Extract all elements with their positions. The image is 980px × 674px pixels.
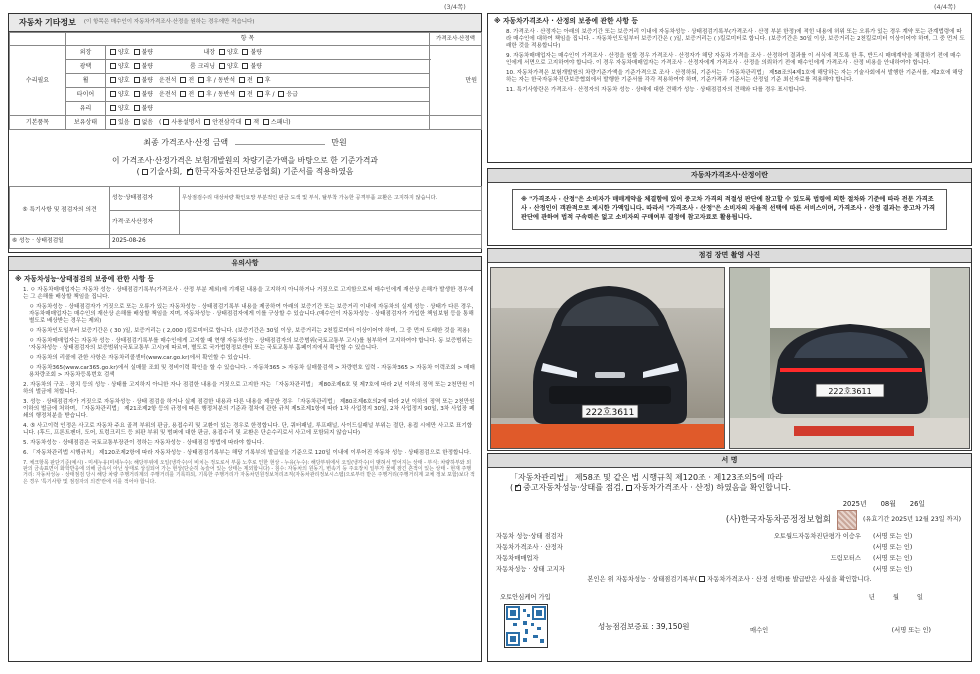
- checkbox[interactable]: [204, 119, 210, 125]
- other-info-title: 자동차 기타정보: [19, 17, 76, 27]
- checkbox[interactable]: [110, 105, 116, 111]
- sign-date2: 년 월 일: [868, 594, 923, 601]
- org-seal-icon: [837, 510, 857, 530]
- checkbox[interactable]: [257, 77, 263, 83]
- right-list: [494, 29, 965, 94]
- checkbox[interactable]: [180, 77, 186, 83]
- notice-item: 4. ⑤ 사고이력 인정은 사고로 자동차 주요 골격 부위의 판금, 용접수리 및 교환이 있는 경우로 한정합니다. 단, 쿼터패널, 루프패널, 사이드실패널 부위는 절단, 용접 시에만 사고로 표기합니다. (후드, 프론트펜더, 도어, 트렁크리드 등 외판 부위 및 범퍼에 대한 판금, 용접수리 및 교환은 단순수리로서 사고에 포함되지 않습니다): [23, 422, 473, 436]
- repair-item-gloss: 광택: [66, 60, 106, 74]
- checkbox[interactable]: [263, 119, 269, 125]
- sign-date-row: 2025년 08월 26일: [842, 499, 925, 508]
- opinion-label: ⑤ 특기사항 및 점검자의 의견: [10, 187, 110, 235]
- buyer-label: 매수인: [750, 627, 769, 634]
- opinion-inspector-label: 성능·상태점검자: [110, 187, 180, 211]
- repair-row-glass: 양호 불량: [106, 102, 430, 116]
- opinion-table: [9, 186, 482, 249]
- basic-items-sub: 보유상태: [66, 116, 106, 130]
- notice-band: 유의사항: [9, 257, 481, 271]
- repair-item-tire: 타이어: [66, 88, 106, 102]
- notice-item: 1. ㅇ 자동차매매업자는 자동차 성능 · 상태점검기록부(가격조사 · 산정 부분 제외)에 기재된 내용을 고지하지 아니하거나 거짓으로 고지함으로써 매수인에게 재산상 손해가 발생한 경우에는 그 손해를 배상할 책임을 집니다.: [23, 287, 474, 301]
- notice-item: ㅇ 자동차성능 · 상태점검자가 거짓으로 또는 오류가 있는 자동차성능 · 상태점검기록부 내용을 제공하여 아래의 보증기간 또는 보증거리 이내에 자동차의 실제 성능 · 상태가 다른 경우, 자동차매매업자는 매수인의 재산상 손해를 배상할 책임을 지며, 자동차성능 · 상태점검자에게 이를 구상할 수 있습니다.(매수인이 자동차성능 · 상태점검자가 가입한 책임보험 등을 통해 별도로 배상받는 경우는 제외): [29, 304, 474, 325]
- other-info-header: [9, 14, 481, 32]
- repair-table: [9, 32, 482, 130]
- checkbox-tech-society[interactable]: [142, 169, 148, 175]
- front-car-icon: [491, 268, 725, 449]
- sign-row: 자동차가격조사 · 산정자 (서명 또는 인): [496, 543, 913, 551]
- sign-receipt: 본인은 위 자동차성능 · 상태점검기록부( 자동차가격조사 · 산정 선택)를 발급받은 사실을 확인합니다.: [587, 576, 872, 584]
- opinion-price-text: [180, 211, 482, 235]
- repair-item-wheel: 휠: [66, 74, 106, 88]
- checkbox[interactable]: [219, 49, 225, 55]
- notice-item: 6. 「자동차관리법 시행규칙」 제120조제2항에 따라 자동차성능 · 상태점검기록부는 해당 기록부의 발급일을 기준으로 120일 이내에 이루어진 자동차 성능 · 상태점검으로 한정합니다.: [23, 449, 471, 456]
- sign-row: 자동차매매업자 드림모터스 (서명 또는 인): [496, 554, 913, 562]
- notice-item: 5. 자동차성능 · 상태점검은 국토교통부장관이 정하는 자동차성능 · 상태점검 방법에 따라야 합니다.: [23, 439, 264, 446]
- repair-row-wheel: 양호 불량 운전석 전 후 / 동반석 전 후: [106, 74, 430, 88]
- final-price-field[interactable]: [235, 144, 325, 145]
- repair-row-gloss: 양호 불량 룸 크리닝 양호 불량: [106, 60, 430, 74]
- checkbox[interactable]: [219, 63, 225, 69]
- basis-line1: 이 가격조사·산정가격은 보험개발원의 차량기준가액을 바탕으로 한 기준가격과: [112, 156, 378, 165]
- repair-item-exterior: 외장: [66, 46, 106, 60]
- notice-item: ㅇ 자동차인도일부터 보증기간은 ( 30 )일, 보증거리는 ( 2,000 )킬로미터로 합니다. (보증기간은 30일 이상, 보증거리는 2천킬로미터 이상이어야 하며, 그 중 먼저 도래한 것을 적용): [29, 328, 470, 335]
- checkbox[interactable]: [242, 49, 248, 55]
- checkbox-kada[interactable]: [187, 169, 193, 175]
- right-heading: ※ 자동차가격조사 · 산정의 보증에 관한 사항 등: [494, 17, 638, 25]
- checkbox[interactable]: [110, 63, 116, 69]
- notice-item: 2. 자동차의 구조 · 장치 등의 성능 · 상태를 고지하지 아니한 자나 점검한 내용을 거짓으로 고지한 자는 「자동차관리법」 제80조제6호 및 제7호에 따라 2년 이하의 징역 또는 2천만원 이하의 벌금에 처합니다.: [23, 382, 475, 396]
- signature-panel: [487, 453, 972, 662]
- basic-items-row: 있음 없음 ( 사용설명서 안전삼각대 잭 스패너): [106, 116, 430, 130]
- other-info-panel: [8, 13, 482, 253]
- notice-item: ㅇ 자동차매매업자는 자동차 성능 · 상태점검기록부를 매수인에게 고지할 때 현행 자동차성능 · 상태점검자의 보증범위(국토교통부 고시)를 첨부하여 고지하여야 합니다. 동 보증범위는 '자동차성능 · 상태점검자의 보증범위'(국토교통부 고시)에 따르며, 별도로 국가법령정보센터 또는 국토교통부 홈페이지에서 확인할 수 있습니다.: [29, 338, 473, 352]
- checkbox[interactable]: [163, 119, 169, 125]
- price-header: 가격조사·산정액: [430, 33, 482, 46]
- checkbox[interactable]: [180, 91, 186, 97]
- checkbox[interactable]: [134, 49, 140, 55]
- rear-car-icon: [730, 268, 970, 449]
- photo-panel: [487, 248, 972, 451]
- checkbox[interactable]: [110, 119, 116, 125]
- right-item: 11. 특기사항란은 가격조사 · 산정자의 자동차 성능 · 상태에 대한 견해가 성능 · 상태점검자의 견해와 다를 경우 표시합니다.: [506, 87, 807, 94]
- final-price-row: [9, 138, 481, 148]
- repair-row-label: 수리필요: [10, 46, 66, 116]
- checkbox[interactable]: [134, 91, 140, 97]
- opinion-price-label: 가격·조사산정자: [110, 211, 180, 235]
- rear-car-photo: [729, 267, 970, 449]
- fee-text: 성능점검보증료 : 39,150원: [598, 622, 690, 631]
- buyer-signature[interactable]: (서명 또는 인): [891, 627, 931, 634]
- front-plate-text: 222호3611: [585, 408, 635, 418]
- checkbox[interactable]: [198, 77, 204, 83]
- final-price-unit: 만원: [331, 138, 347, 147]
- repair-row-tire: 양호 불량 운전석 전 후 / 동반석 전 후 / 응급: [106, 88, 430, 102]
- checkbox[interactable]: [134, 119, 140, 125]
- checkbox[interactable]: [110, 49, 116, 55]
- sign-org-row: [488, 510, 961, 530]
- checkbox-performance[interactable]: [515, 485, 521, 491]
- checkbox[interactable]: [278, 91, 284, 97]
- qr-code-icon[interactable]: [504, 604, 548, 648]
- front-car-photo: [490, 267, 725, 449]
- basic-items-label: 기본품목: [10, 116, 66, 130]
- signature-band: 서 명: [488, 454, 971, 468]
- checkbox[interactable]: [134, 105, 140, 111]
- notice-item: 7. 체크항목 판단기준(예시) - 미세누유(미세누수): 해당부위에 오일(냉각수)이 비치는 정도로서 부품 노후로 인한 현상 - 누유(누수): 해당부위에서 오일(냉각수)이 맺혀서 떨어지는 상태 - 부식: 차량하부와 외판의 금속표면이 화학반응에 의해 금속이 아닌 상태로 상실되어 가는 현상(단순히 녹슬어 있는 상태는 제외합니다) - 침수: 자동차의 원동기, 변속기 등 주요장치 일부가 물에 잠긴 흔적이 있는 상태 - 현재 주행거리: 자동차성능 · 상태점검 당시 해당 차량 주행거리계의 주행거리를 기록하되, 기록한 주행거리가 자동차민원정보처리조직(자동차관리정보시스템)으로부터 받은 주행거리(주행거리계 교체 정보 포함)보다 적은 경우 '특기사항 및 점검자의 의견'란에 이를 적어야 합니다.: [23, 459, 475, 485]
- notice-item: 3. 성능 · 상태점검자가 거짓으로 자동차성능 · 상태 점검을 하거나 실제 점검한 내용과 다른 내용을 제공한 경우 「자동차관리법」 제80조제6호의2에 따라 2년 이하의 징역 또는 2천만원 이하의 벌금에 처하며, 「자동차관리법」 제21조제2항 등의 규정에 따른 행정처분의 기준과 절차에 관한 규칙 제5조제1항에 따라 1차 사업정지 30일, 2차 사업정지 90일, 3차 사업장 폐쇄의 행정처분을 받습니다.: [23, 399, 475, 419]
- checkbox[interactable]: [239, 77, 245, 83]
- right-item: 10. 자동차가격은 보험개발원의 차량기준가액을 기준가격으로 조사 · 산정하되, 기준서는 「자동차관리법」 제58조의4제1호에 해당하는 자는 기술사회에서 발행한 기준서를, 제2호에 해당하는 자는 한국자동차진단보증협회에서 발행한 기준서를 각각 적용하여야 하며, 기준가격과 기준서는 산정일 기준 최신자료를 적용해야 합니다.: [506, 70, 964, 84]
- notice-heading: ※ 자동차성능·상태점검의 보증에 관한 사항 등: [15, 274, 155, 283]
- checkbox[interactable]: [134, 77, 140, 83]
- app-label: 오토안심케어 가입: [500, 594, 551, 601]
- repair-row-exterior: 양호 불량 내장 양호 불량: [106, 46, 430, 60]
- checkbox[interactable]: [198, 91, 204, 97]
- checkbox-price-receipt[interactable]: [699, 576, 705, 582]
- sign-validity: (유효기간 2025년 12월 23일 까지): [863, 516, 961, 524]
- sign-row: 자동차성능 · 상태 고지자 (서명 또는 인): [496, 565, 913, 573]
- price-definition-text: ※ "가격조사 · 산정"은 소비자가 매매계약을 체결함에 있어 중고차 가격의 적절성 판단에 참고할 수 있도록 법령에 의한 절차와 기준에 따라 전문 가격조사 · 산정인이 객관적으로 제시한 가액입니다. 따라서 "가격조사 · 산정"은 소비자의 자율적 선택에 따른 서비스이며, 가격조사 · 산정 결과는 중고차 가격판단에 관하여 법적 구속력은 없고 소비자의 구매여부 결정에 참고자료로 활용됩니다.: [512, 189, 947, 230]
- sign-row: 자동차 성능·상태 점검자 오토월드자동차진단평가 이승우 (서명 또는 인): [496, 533, 913, 541]
- rear-plate-text: 222호3611: [828, 387, 872, 396]
- notice-panel: [8, 256, 482, 662]
- sign-line1: 「자동차관리법」 제58조 및 같은 법 시행규칙 제120조 · 제123조의5에 따라: [510, 472, 783, 482]
- page-number-right: (4/4쪽): [934, 3, 956, 11]
- repair-price-value: 만원: [430, 46, 482, 116]
- price-definition-panel: [487, 168, 972, 246]
- final-price-label: 최종 가격조사·산정 금액: [143, 138, 229, 147]
- checkbox[interactable]: [239, 91, 245, 97]
- repair-item-glass: 유리: [66, 102, 106, 116]
- checkbox[interactable]: [242, 63, 248, 69]
- right-item: 8. 가격조사 · 산정자는 아래의 보증기간 또는 보증거리 이내에 자동차성능 · 상태점검기록부(가격조사 · 산정 부분 한정)에 적힌 내용에 허위 또는 오류가 있는 경우 계약 또는 관계법령에 따라 매수인에 대하여 책임을 집니다. - 자동차인도일부터 보증기간은 ( )일, 보증거리는 ( )킬로미터로 합니다. (보증기간은 30일 이상, 보증거리는 2천킬로미터 이상이어야 하며, 그 중 먼저 도래한 것을 적용합니다): [506, 29, 965, 50]
- checkbox[interactable]: [110, 91, 116, 97]
- notice-item: ㅇ 자동차365(www.car365.go.kr)에서 실매물 조회 및 정비이력 확인을 할 수 있습니다. - 자동차365 > 자동차 실매물검색 > 차량번호 입력 - 자동차365 > 자동차 이력조회 > 매매용차량조회 > 자동차등록번호 검색: [29, 365, 475, 379]
- checkbox[interactable]: [245, 119, 251, 125]
- checkbox-price[interactable]: [626, 485, 632, 491]
- notice-list: [15, 287, 475, 485]
- inspection-date-value: 2025-08-26: [110, 235, 482, 249]
- checkbox[interactable]: [110, 77, 116, 83]
- right-item: 9. 자동차매매업자는 매수인이 가격조사 · 산정을 원할 경우 가격조사 · 산정자가 해당 자동차 가격을 조사 · 산정하여 결과를 이 서식에 적도록 한 후, 반드시 매매계약을 체결하기 전에 매수인에게 서면으로 고지하여야 합니다. 이 경우 자동차매매업자는 가격조사 · 산정자에게 가격조사 · 산정을 의뢰하기 전에 매수인에게 가격조사 · 산정 비용을 안내하여야 합니다.: [506, 53, 961, 67]
- sign-line2: (✓ 중고자동차성능·상태를 점검, 자동차가격조사 · 산정) 하였음을 확인합니다.: [510, 483, 971, 493]
- other-info-note: (이 항목은 매수인이 자동차가격조사·산정을 원하는 경우에만 적습니다): [83, 19, 255, 26]
- checkbox[interactable]: [134, 63, 140, 69]
- notice-item: ㅇ 자동차의 리콜에 관한 사항은 자동차리콜센터(www.car.go.kr)에서 확인할 수 있습니다.: [29, 355, 251, 362]
- item-header: 항 목: [66, 33, 430, 46]
- page-number-left: (3/4쪽): [444, 3, 466, 11]
- photo-band: 점검 장면 촬영 사진: [488, 249, 971, 263]
- inspection-date-label: ⑥ 성능 · 상태점검일: [10, 235, 110, 249]
- basis-text: [9, 156, 481, 178]
- price-guarantee-panel: [487, 13, 972, 163]
- opinion-inspector-text: 무상점검수리 대상차량 확인요망 부분적인 판금 도색 및 부식, 탈부착 가능한 공격부품 교환은 고지하지 않습니다.: [180, 187, 482, 211]
- sign-org: (사)한국자동차공정정보협회: [725, 514, 832, 525]
- price-definition-band: 자동차가격조사·산정이란: [488, 169, 971, 183]
- checkbox[interactable]: [257, 91, 263, 97]
- signature-statement: [510, 473, 971, 494]
- basis-line2: ( 기술사회, ✓ 한국자동차진단보증협회) 기준서를 적용하였음: [9, 167, 481, 178]
